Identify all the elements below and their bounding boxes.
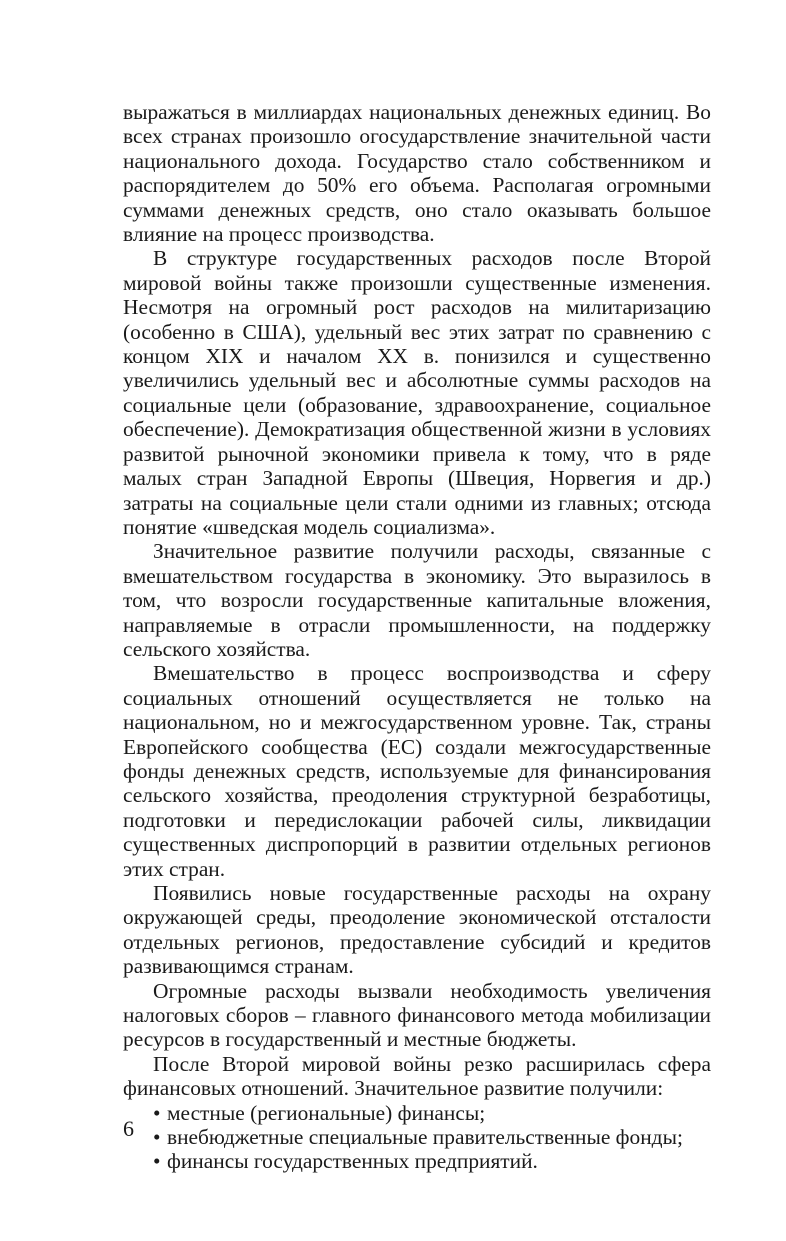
list-item-text: местные (региональные) финансы;: [167, 1100, 486, 1125]
list-item: [153, 1149, 711, 1173]
paragraph-3: Значительное развитие получили расходы, связанные с вмешательством государства в экономику. Это выразилось в том, что возросли государственные капитальные вложения, направляемые в отрасли промышленности, на поддержку сельского хозяйства.: [123, 539, 711, 661]
list-item-text: финансы государственных предприятий.: [167, 1149, 538, 1174]
paragraph-5: Появились новые государственные расходы на охрану окружающей среды, преодоление экономической отсталости отдельных регионов, предоставление субсидий и кредитов развивающимся странам.: [123, 881, 711, 979]
page-body: [123, 100, 711, 1174]
paragraph-1: выражаться в миллиардах национальных денежных единиц. Во всех странах произошло огосударствление значительной части национального дохода. Государство стало собственником и распорядителем до 50% его объема. Располагая огромными суммами денежных средств, оно стало оказывать большое влияние на процесс производства.: [123, 100, 711, 247]
paragraph-6: Огромные расходы вызвали необходимость увеличения налоговых сборов – главного финансового метода мобилизации ресурсов в государственный и местные бюджеты.: [123, 978, 711, 1052]
list-item-text: внебюджетные специальные правительственные фонды;: [167, 1125, 683, 1150]
bullet-icon: •: [153, 1125, 161, 1150]
list-item: [153, 1101, 711, 1125]
list-item: [153, 1125, 711, 1149]
paragraph-4: Вмешательство в процесс воспроизводства и сферу социальных отношений осуществляется не только на национальном, но и межгосударственном уровне. Так, страны Европейского сообщества (ЕС) создали межгосударственные фонды денежных средств, используемые для финансирования сельского хозяйства, преодоления структурной безработицы, подготовки и передислокации рабочей силы, ликвидации существенных диспропорций в развитии отдельных регионов этих стран.: [123, 661, 711, 881]
bullet-icon: •: [153, 1100, 161, 1125]
page-number: 6: [123, 1116, 134, 1141]
bullet-icon: •: [153, 1149, 161, 1174]
bullet-list: [123, 1101, 711, 1174]
paragraph-7: После Второй мировой войны резко расширилась сфера финансовых отношений. Значительное развитие получили:: [123, 1051, 711, 1101]
paragraph-2: В структуре государственных расходов после Второй мировой войны также произошли существенные изменения. Несмотря на огромный рост расходов на милитаризацию (особенно в США), удельный вес этих затрат по сравнению с концом XIX и началом XX в. понизился и существенно увеличились удельный вес и абсолютные суммы расходов на социальные цели (образование, здравоохранение, социальное обеспечение). Демократизация общественной жизни в условиях развитой рыночной экономики привела к тому, что в ряде малых стран Западной Европы (Швеция, Норвегия и др.) затраты на социальные цели стали одними из главных; отсюда понятие «шведская модель социализма».: [123, 246, 711, 539]
